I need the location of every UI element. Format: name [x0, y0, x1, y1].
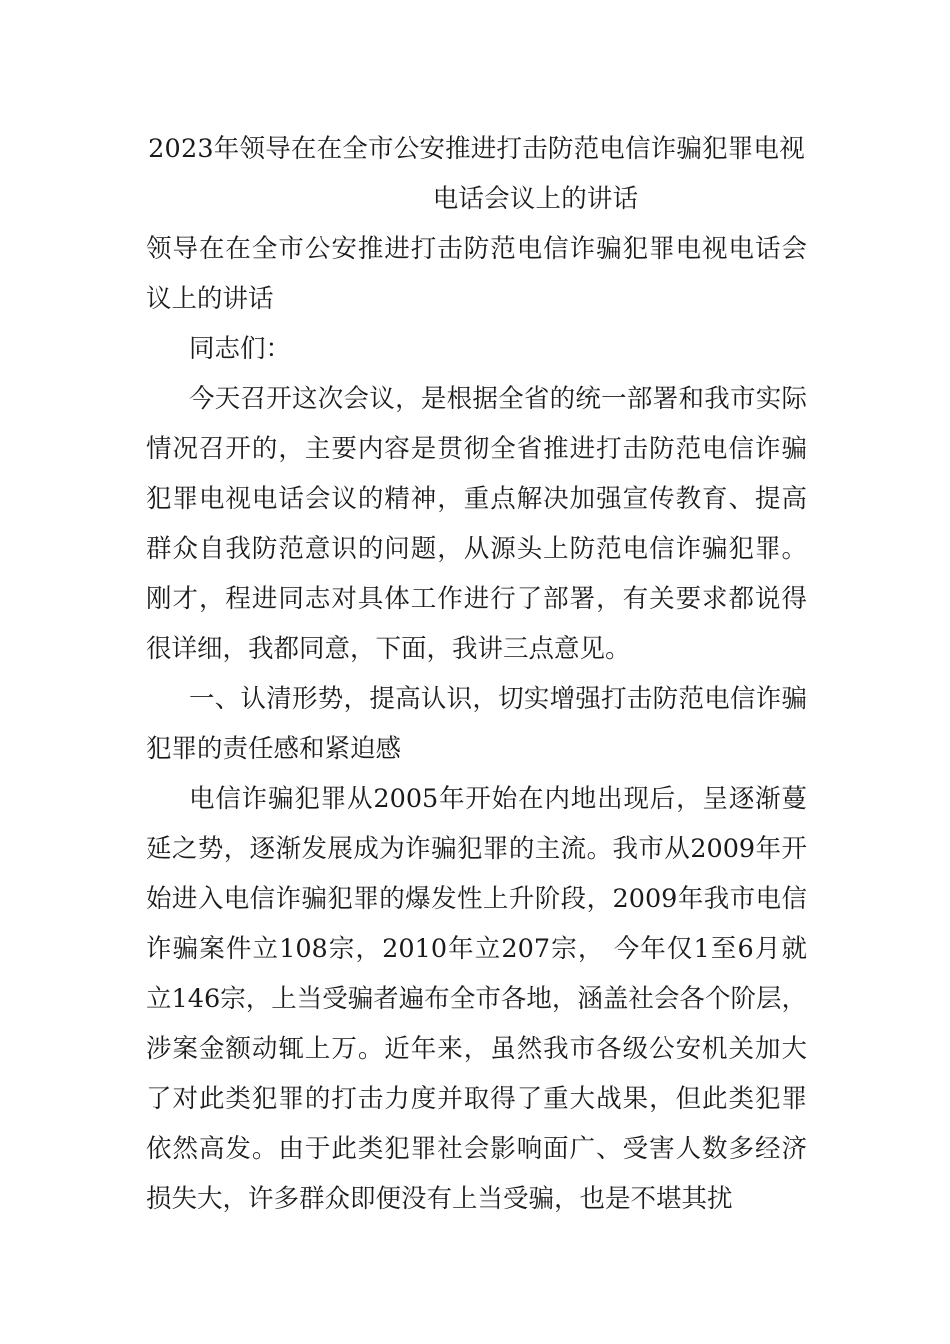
document-title: [146, 124, 807, 224]
subtitle: 领导在在全市公安推进打击防范电信诈骗犯罪电视电话会议上的讲话: [146, 234, 807, 314]
title-line-1: 2023年领导在在全市公安推进打击防范电信诈骗犯罪电视: [148, 134, 805, 164]
section-heading-1: 一、认清形势，提高认识，切实增强打击防范电信诈骗犯罪的责任感和紧迫感: [146, 684, 807, 764]
salutation: 同志们：: [189, 334, 292, 364]
paragraph-body: 电信诈骗犯罪从2005年开始在内地出现后，呈逐渐蔓延之势，逐渐发展成为诈骗犯罪的主流。我市从2009年开始进入电信诈骗犯罪的爆发性上升阶段，2009年我市电信诈骗案件立108宗，2010年立207宗， 今年仅1至6月就立146宗，上当受骗者遍布全市各地，涵盖社会各个阶层，涉案金额动辄上万。近年来，虽然我市各级公安机关加大了对此类犯罪的打击力度并取得了重大战果，但此类犯罪依然高发。由于此类犯罪社会影响面广、受害人数多经济损失大，许多群众即便没有上当受骗，也是不堪其扰: [146, 784, 807, 1214]
title-line-2: 电话会议上的讲话: [432, 184, 639, 214]
paragraph-intro: 今天召开这次会议，是根据全省的统一部署和我市实际情况召开的，主要内容是贯彻全省推进打击防范电信诈骗犯罪电视电话会议的精神，重点解决加强宣传教育、提高群众自我防范意识的问题，从源头上防范电信诈骗犯罪。刚才，程进同志对具体工作进行了部署，有关要求都说得很详细，我都同意，下面，我讲三点意见。: [146, 384, 807, 664]
